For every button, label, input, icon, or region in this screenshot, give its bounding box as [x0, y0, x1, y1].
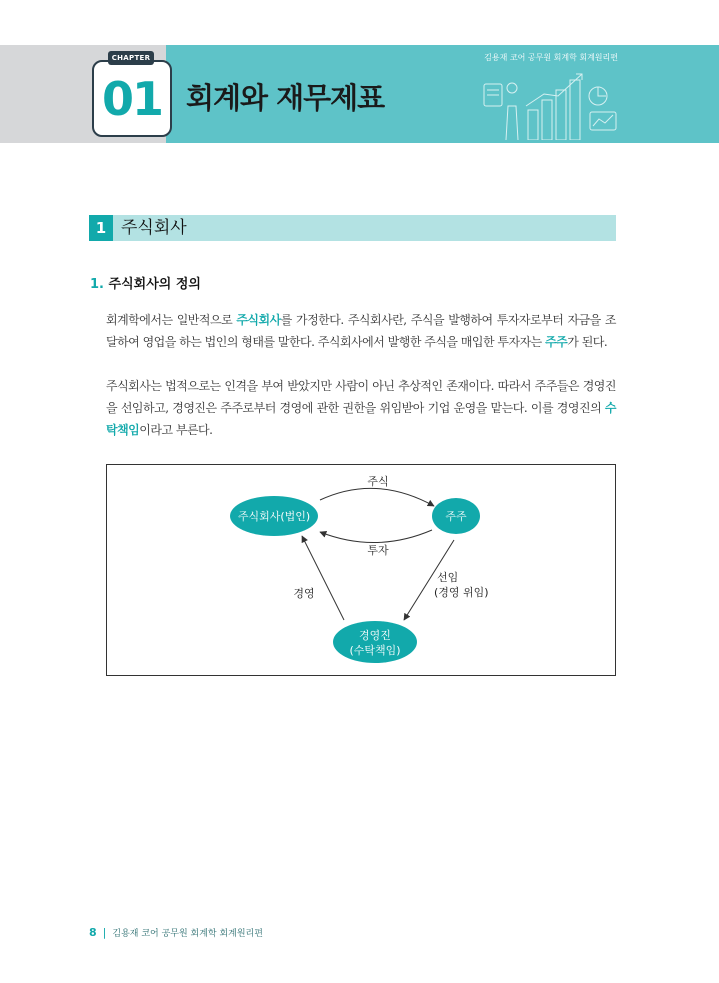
chapter-tag: CHAPTER	[108, 51, 154, 65]
subsection-heading	[90, 276, 201, 294]
arrow-stock	[320, 488, 434, 506]
section-number: 1	[89, 215, 113, 241]
arrow-stock-label: 주식	[367, 475, 389, 488]
arrow-manage	[302, 536, 344, 620]
paragraph-text: 주식회사는 법적으로는 인격을 부여 받았지만 사람이 아닌 추상적인 존재이다. 따라서 주주들은 경영진을 선임하고, 경영진은 주주로부터 경영에 관한 권한을 위임받아 기업 운영을 맡는다. 이를 경영진의	[106, 379, 616, 415]
subsection-number: 1.	[90, 277, 104, 292]
keyword-highlight: 주식회사	[236, 313, 281, 327]
page-footer	[89, 926, 263, 941]
chapter-title: 회계와 재무제표	[186, 81, 385, 115]
keyword-highlight: 수탁책임	[106, 401, 616, 437]
footer-book-title: 김용재 코어 공무원 회계학 회계원리편	[112, 929, 263, 939]
arrow-investment	[320, 530, 432, 543]
chapter-number: 01	[101, 72, 162, 126]
node-management-label: 경영진	[359, 629, 391, 642]
paragraph-text: 가 된다.	[567, 335, 608, 349]
corporation-relationship-diagram	[106, 464, 616, 676]
section-title: 주식회사	[121, 218, 187, 238]
node-management-sublabel: (수탁책임)	[349, 644, 401, 657]
arrow-investment-label: 투자	[367, 544, 389, 557]
subsection-title: 주식회사의 정의	[108, 277, 201, 292]
keyword-highlight: 주주	[545, 335, 568, 349]
node-company-label: 주식회사(법인)	[237, 510, 311, 523]
paragraph-text: 를 가정한다. 주식회사란, 주식을 발행하여 투자자로부터 자금을 조달하여 영업을 하는 법인의 형태를 말한다. 주식회사에서 발행한 주식을 매입한 투자자는	[106, 313, 616, 349]
arrow-manage-label: 경영	[293, 587, 315, 600]
paragraph-text: 이라고 부른다.	[139, 423, 213, 437]
arrow-appoint-sublabel: (경영 위임)	[434, 586, 489, 599]
business-illustration-icon	[478, 66, 624, 140]
paragraph-definition	[106, 309, 616, 353]
node-shareholder-label: 주주	[445, 510, 467, 523]
paragraph-fiduciary	[106, 375, 616, 441]
paragraph-text: 회계학에서는 일반적으로	[106, 313, 237, 327]
page-number: 8	[89, 926, 97, 939]
arrow-appoint-label: 선임	[437, 571, 459, 584]
series-title: 김용재 코어 공무원 회계학 회계원리편	[484, 53, 618, 62]
footer-separator: |	[102, 926, 107, 939]
